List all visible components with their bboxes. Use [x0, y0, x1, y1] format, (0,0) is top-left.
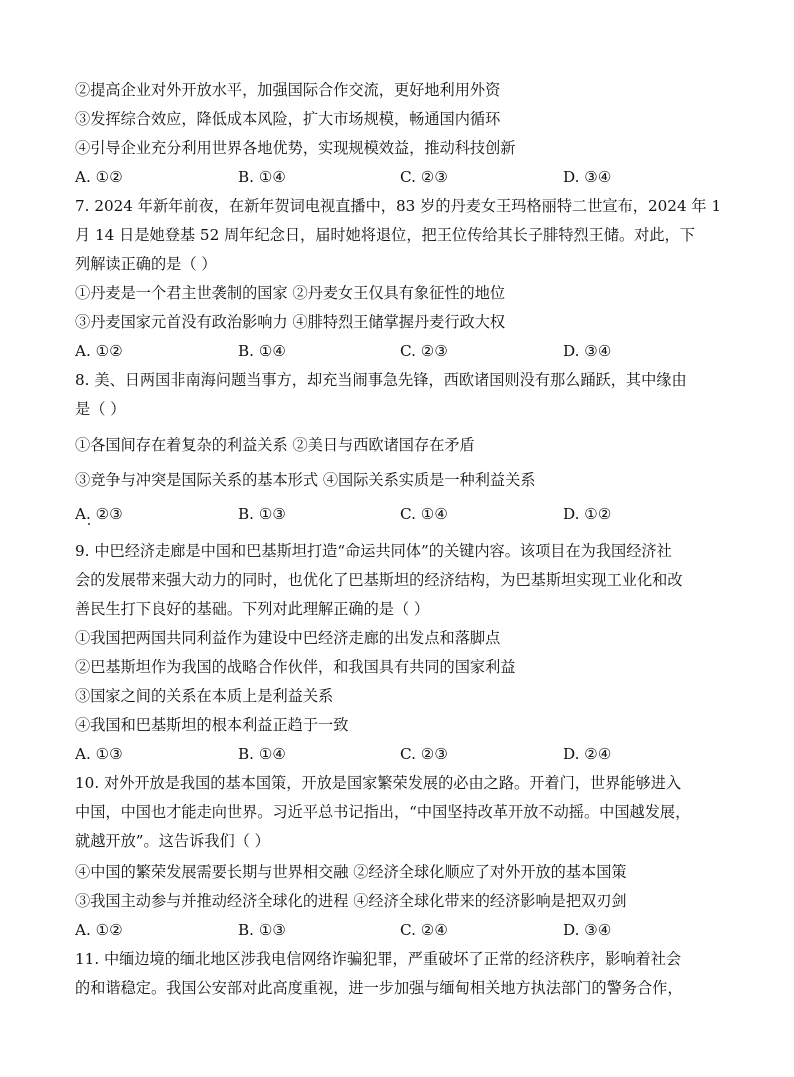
q8-option-d: D. ①②	[563, 505, 612, 523]
q10-items-row-1: ④中国的繁荣发展需要长期与世界相交融 ②经济全球化顺应了对外开放的基本国策	[75, 863, 627, 881]
q10-items-row-2: ③我国主动参与并推动经济全球化的进程 ④经济全球化带来的经济影响是把双刃剑	[75, 892, 627, 910]
q6-option-a: A. ①②	[75, 168, 123, 186]
q9-option-d: D. ②④	[563, 745, 612, 763]
q6-item-3: ③发挥综合效应，降低成本风险，扩大市场规模，畅通国内循环	[75, 110, 501, 128]
q9-options	[75, 744, 725, 764]
q6-options	[75, 167, 725, 187]
q10-option-c: C. ②④	[400, 921, 448, 939]
q9-item-4: ④我国和巴基斯坦的根本利益正趋于一致	[75, 716, 349, 734]
q7-stem-line-2: 月 14 日是她登基 52 周年纪念日，届时她将退位，把王位传给其长子腓特烈王储。对此，下	[75, 226, 695, 244]
q7-options	[75, 341, 725, 361]
q9-option-a: A. ①③	[75, 745, 123, 763]
q8-stem-line-1: 8. 美、日两国非南海问题当事方，却充当闹事急先锋，西欧诸国则没有那么踊跃，其中缘由	[75, 371, 687, 389]
q9-option-c: C. ②③	[400, 745, 448, 763]
q8-option-b: B. ①③	[238, 505, 287, 523]
q9-item-3: ③国家之间的关系在本质上是利益关系	[75, 687, 334, 705]
q8-stem-line-2: 是（ ）	[75, 400, 126, 418]
q7-items-row-1: ①丹麦是一个君主世袭制的国家 ②丹麦女王仅具有象征性的地位	[75, 284, 506, 302]
q6-item-4: ④引导企业充分利用世界各地优势，实现规模效益，推动科技创新	[75, 139, 516, 157]
q11-stem-line-2: 的和谐稳定。我国公安部对此高度重视，进一步加强与缅甸相关地方执法部门的警务合作，	[75, 979, 683, 997]
q6-option-b: B. ①④	[238, 168, 287, 186]
q8-option-c: C. ①④	[400, 505, 448, 523]
q7-stem-line-1: 7. 2024 年新年前夜，在新年贺词电视直播中，83 岁的丹麦女王玛格丽特二世宣布，2024 年 1	[75, 197, 722, 215]
q10-stem-line-1: 10. 对外开放是我国的基本国策，开放是国家繁荣发展的必由之路。开着门，世界能够进入	[75, 774, 682, 792]
q9-stem-line-1: 9. 中巴经济走廊是中国和巴基斯坦打造“命运共同体”的关键内容。该项目在为我国经济社	[75, 542, 672, 560]
stray-dot-mark	[88, 523, 90, 525]
q10-option-a: A. ①②	[75, 921, 123, 939]
q7-items-row-2: ③丹麦国家元首没有政治影响力 ④腓特烈王储掌握丹麦行政大权	[75, 313, 506, 331]
q6-item-2: ②提高企业对外开放水平，加强国际合作交流，更好地利用外资	[75, 81, 501, 99]
q11-stem-line-1: 11. 中缅边境的缅北地区涉我电信网络诈骗犯罪，严重破坏了正常的经济秩序，影响着社会	[75, 950, 682, 968]
q8-items-row-1: ①各国间存在着复杂的利益关系 ②美日与西欧诸国存在矛盾	[75, 436, 475, 454]
q7-option-d: D. ③④	[563, 342, 612, 360]
q9-item-1: ①我国把两国共同利益作为建设中巴经济走廊的出发点和落脚点	[75, 629, 501, 647]
q10-option-b: B. ①③	[238, 921, 287, 939]
q8-option-a: A. ②③	[75, 505, 123, 523]
q9-option-b: B. ①④	[238, 745, 287, 763]
q10-options	[75, 920, 725, 940]
q7-stem-line-3: 列解读正确的是（ ）	[75, 255, 217, 273]
q9-item-2: ②巴基斯坦作为我国的战略合作伙伴，和我国具有共同的国家利益	[75, 658, 516, 676]
q8-options	[75, 504, 725, 524]
q10-stem-line-2: 中国，中国也才能走向世界。习近平总书记指出，“中国坚持改革开放不动摇。中国越发展，	[75, 803, 691, 821]
q7-option-b: B. ①④	[238, 342, 287, 360]
q9-stem-line-2: 会的发展带来强大动力的同时，也优化了巴基斯坦的经济结构，为巴基斯坦实现工业化和改	[75, 571, 683, 589]
q8-items-row-2: ③竞争与冲突是国际关系的基本形式 ④国际关系实质是一种利益关系	[75, 471, 536, 489]
q10-stem-line-3: 就越开放”。这告诉我们（ ）	[75, 832, 270, 850]
q6-option-c: C. ②③	[400, 168, 448, 186]
q9-stem-line-3: 善民生打下良好的基础。下列对此理解正确的是（ ）	[75, 600, 430, 618]
q6-option-d: D. ③④	[563, 168, 612, 186]
q7-option-a: A. ①②	[75, 342, 123, 360]
q7-option-c: C. ②③	[400, 342, 448, 360]
q10-option-d: D. ③④	[563, 921, 612, 939]
